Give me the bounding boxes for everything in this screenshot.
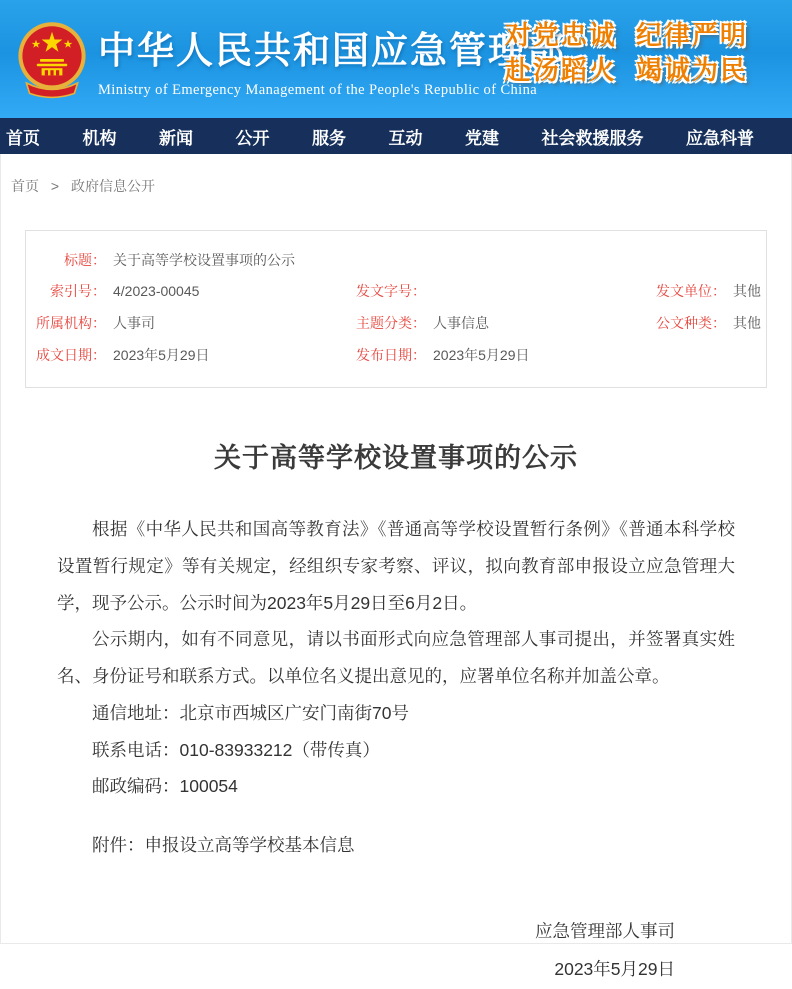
banner-slogan	[505, 18, 748, 88]
document-meta-box	[25, 230, 767, 388]
site-title-block	[98, 20, 566, 99]
meta-publish-date: 发布日期： 2023年5月29日	[356, 347, 530, 363]
meta-issuing-unit: 发文单位： 其他	[656, 283, 761, 299]
national-emblem-icon	[12, 17, 92, 101]
signature-department: 应急管理部人事司	[535, 920, 675, 941]
main-navbar	[0, 118, 792, 154]
nav-item-disclosure[interactable]: 公开	[235, 128, 270, 148]
meta-affiliated-agency: 所属机构： 人事司	[36, 315, 155, 331]
site-logo-link[interactable]	[12, 17, 566, 101]
meta-document-type: 公文种类： 其他	[656, 315, 761, 331]
document-title: 关于高等学校设置事项的公示	[214, 443, 578, 473]
meta-topic-category: 主题分类： 人事信息	[356, 315, 489, 331]
paragraph-objection: 公示期内，如有不同意见，请以书面形式向应急管理部人事司提出，并签署真实姓名、身份证号和联系方式。以单位名义提出意见的，应署单位名称并加盖公章。	[57, 629, 735, 686]
meta-empty-cell	[646, 339, 766, 371]
meta-document-number: 发文字号：	[356, 283, 426, 299]
page-container	[0, 154, 792, 980]
nav-item-organization[interactable]: 机构	[82, 128, 117, 148]
nav-item-social-rescue-services[interactable]: 社会救援服务	[541, 128, 644, 148]
breadcrumb	[1, 154, 791, 196]
slogan-line-1: 对党忠诚 纪律严明	[504, 20, 748, 50]
meta-row-title	[26, 245, 766, 275]
meta-written-date: 成文日期： 2023年5月29日	[36, 347, 210, 363]
nav-item-home[interactable]: 首页	[6, 128, 40, 148]
meta-title-label: 标题：	[64, 252, 106, 268]
nav-item-services[interactable]: 服务	[312, 128, 346, 148]
contact-postcode: 邮政编码：100054	[92, 776, 238, 797]
paragraph-basis: 根据《中华人民共和国高等教育法》《普通高等学校设置暂行条例》《普通本科学校设置暂行规定》等有关规定，经组织专家考察、评议，拟向教育部申报设立应急管理大学，现予公示。公示时间为2023年5月29日至6月2日。	[57, 519, 735, 613]
nav-item-emergency-science[interactable]: 应急科普	[686, 128, 754, 148]
nav-item-party-building[interactable]: 党建	[465, 128, 499, 148]
document-body	[57, 511, 735, 864]
breadcrumb-current-link[interactable]: 政府信息公开	[70, 178, 155, 194]
nav-item-interaction[interactable]: 互动	[388, 128, 423, 148]
site-subtitle: Ministry of Emergency Management of the People's Republic of China	[98, 81, 538, 98]
signature-block	[57, 912, 735, 989]
meta-index-number: 索引号： 4/2023-00045	[50, 283, 200, 299]
contact-address: 通信地址：北京市西城区广安门南街70号	[92, 702, 409, 723]
header-banner	[0, 0, 792, 118]
meta-title-value: 关于高等学校设置事项的公示	[113, 252, 295, 268]
signature-date: 2023年5月29日	[554, 959, 675, 980]
contact-phone: 联系电话：010-83933212（带传真）	[92, 739, 380, 760]
attachment-line: 附件：申报设立高等学校基本信息	[92, 835, 355, 855]
site-title: 中华人民共和国应急管理部	[98, 29, 566, 71]
meta-grid	[26, 275, 766, 371]
nav-item-news[interactable]: 新闻	[159, 128, 193, 148]
breadcrumb-separator: >	[50, 178, 60, 194]
document-content	[1, 436, 791, 989]
breadcrumb-home-link[interactable]: 首页	[11, 178, 39, 194]
slogan-line-2: 赴汤蹈火 竭诚为民	[504, 55, 748, 86]
